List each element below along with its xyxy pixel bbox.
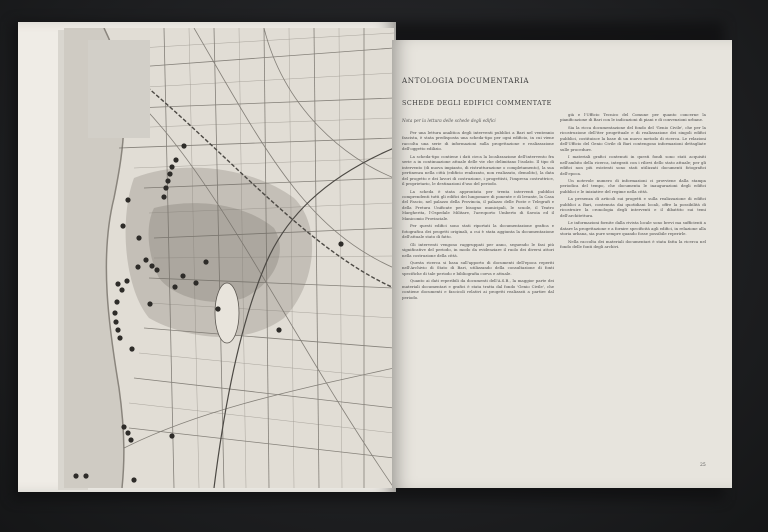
paragraph: già e l'Ufficio Tecnico del Comune per quanto concerne la pianificazione di Bari con le indicazioni di piani e di convenzioni urbane. — [560, 112, 706, 123]
section-title: ANTOLOGIA DOCUMENTARIA — [402, 76, 530, 85]
building-markers — [73, 143, 343, 482]
paragraph: Per una lettura analitica degli interventi pubblici a Bari nel ventennio fascista, è stata predisposta una scheda-tipo per ogni edificio, in cui viene raccolta una serie di informazioni sulla progettazione e realizzazione dell'oggetto edilizio. — [402, 130, 554, 152]
paragraph: Sia la ricca documentazione del fondo del 'Genio Civile', che per la ricostruzione dell'iter progettuale e di realizzazione dei singoli edifici pubblici, costituisce la base di un nuovo metodo di ricerca. Le relazioni dell'Ufficio del Genio Civile di Bari contengono informazioni dettagliate sulle procedure. — [560, 124, 706, 152]
paragraph: Per questi edifici sono stati riportati la documentazione grafica e fotografica dei progetti originali, a cui è stata aggiunta la documentazione dell'attuale stato di fatto. — [402, 223, 554, 240]
paragraph: Un notevole numero di informazioni ci provviene dalla stampa periodica del tempo, che documenta le inaugurazioni degli edifici pubblici e le iniziative del regime nella città. — [560, 177, 706, 194]
text-column-left — [402, 130, 554, 460]
section-subtitle: SCHEDE DEGLI EDIFICI COMMENTATE — [402, 99, 552, 107]
paragraph: Quanto ai dati reperibili da documenti dell'A.S.B., la maggior parte dei materiali documentari e grafici è stata tratta dal fondo 'Genio Civile', che contiene documenti e fascicoli relativi ai progetti realizzati a partire dal periodo. — [402, 278, 554, 300]
paragraph: Le informazioni fornite dalla rivista locale sono brevi ma sufficienti a datare la progettazione e a fornire specificità agli edifici, in relazione alla storia urbana, sia pure sempre quando fosse possibile reperirle. — [560, 220, 706, 237]
paragraph: La scheda è stata approntata per trenta interventi pubblici comprendenti tutti gli edifici dei lungomare di ponente e di levante, la Casa del Fascio, nel palazzo della Provincia, il palazzo delle Poste e Telegrafi e della Pretura Unificate per bisogno municipali, le scuole, il Teatro Margherita, l'Ospedale Militare, l'aeroporto Umberto di Savoia ed il Manicomio Provinciale. — [402, 188, 554, 221]
reading-note: Nota per la lettura delle schede degli edifici — [402, 118, 496, 123]
page-number: 25 — [700, 463, 706, 468]
paragraph: I materiali grafici contenuti in questi fondi sono stati acquisiti nell'ambito della ricerca, integrati con i rilievi dello stato attuale; per gli edifici non più esistenti sono stati utilizzati documenti fotografici dell'epoca. — [560, 154, 706, 176]
paragraph: La scheda-tipo contiene i dati circa la localizzazione dell'intervento fra serie a in continuazione attuale delle vie che delimitano l'isolato. Il tipo di intervento (di nuova impianto, di ristrutturazione o completamento), la sua pertinenza nella città (edificio realizzato, non realizzato, demolito), la data del progetto e dei lavori di costruzione, i progettisti, l'impresa costruttrice, il proprietario, le destinazioni d'uso del periodo. — [402, 153, 554, 187]
text-column-right — [560, 112, 706, 448]
paragraph: Gli interventi vengono raggruppati per anno, seguendo le fasi più significative del periodo, in modo da evidenziare il ruolo dei diversi attori nella costruzione della città. — [402, 241, 554, 258]
paragraph: La presenza di articoli sui progetti e sulla realizzazione di edifici pubblici a Bari, contenuta dai quotidiani locali, offre la possibilità di ricostruire la cronologia degli interventi e il dibattito sui temi dell'architettura. — [560, 196, 706, 218]
paragraph: Nella raccolta dei materiali documentari è stata fatta la ricerca nel fondo delle fonti degli archivi. — [560, 238, 706, 249]
paragraph: Questa ricerca si basa sull'apporto di documenti dell'epoca reperiti nell'Archivio di Stato di Bari, utilizzando della consultazione di fonti specifiche di tale periodo e bibliografia coeva e attuale. — [402, 259, 554, 276]
